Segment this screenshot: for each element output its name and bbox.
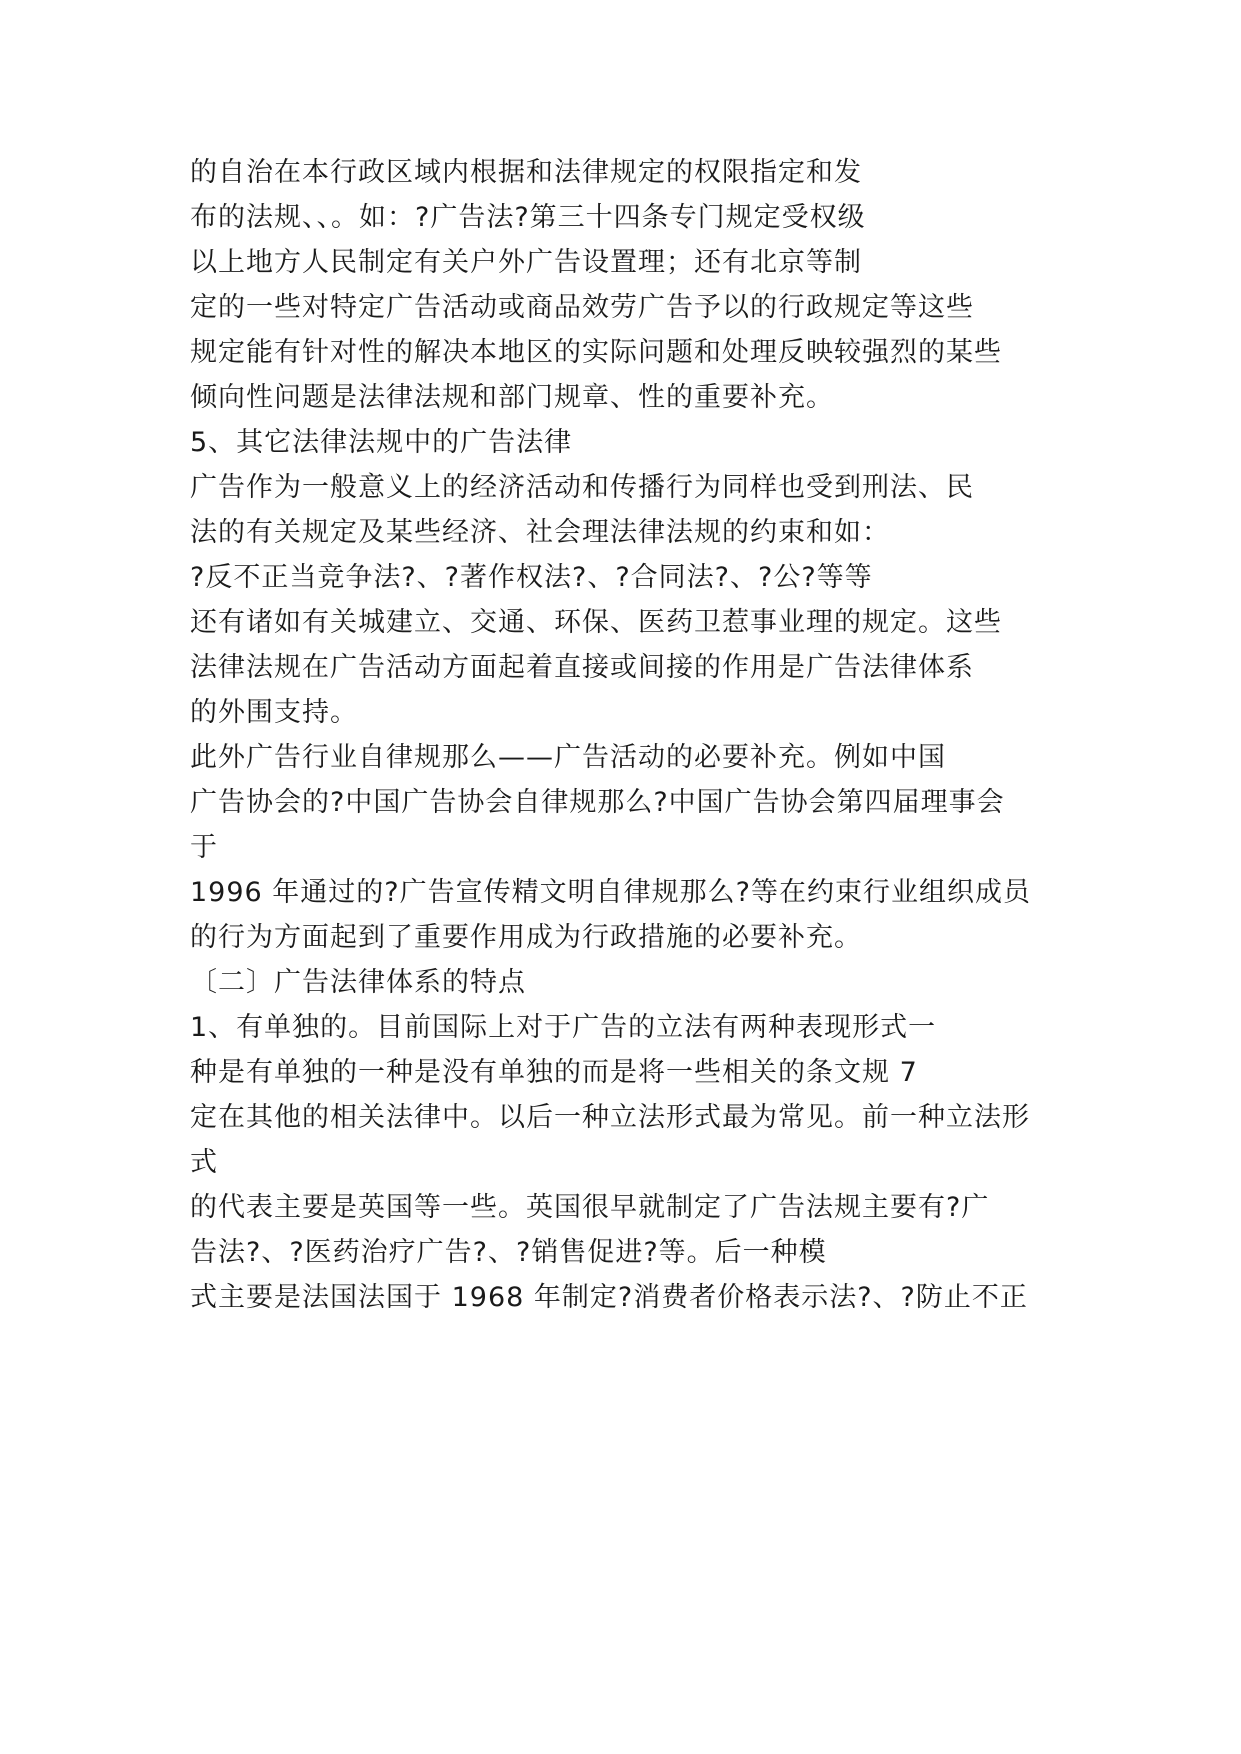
text-line: 法的有关规定及某些经济、社会理法律法规的约束和如： xyxy=(190,517,890,548)
text-line: 布的法规、、。如：?广告法?第三十四条专门规定受权级 xyxy=(190,202,866,233)
text-line: 式 xyxy=(190,1147,218,1178)
text-line: 倾向性问题是法律法规和部门规章、性的重要补充。 xyxy=(190,382,834,413)
text-line: 此外广告行业自律规那么——广告活动的必要补充。例如中国 xyxy=(190,742,946,773)
text-line: 的行为方面起到了重要作用成为行政措施的必要补充。 xyxy=(190,922,862,953)
text-line: 广告作为一般意义上的经济活动和传播行为同样也受到刑法、民 xyxy=(190,472,974,503)
section-heading: 〔二〕广告法律体系的特点 xyxy=(190,967,526,998)
text-line: 于 xyxy=(190,832,218,863)
text-line: 广告协会的?中国广告协会自律规那么?中国广告协会第四届理事会 xyxy=(190,787,1005,818)
text-line: 法律法规在广告活动方面起着直接或间接的作用是广告法律体系 xyxy=(190,652,974,683)
text-line: 的代表主要是英国等一些。英国很早就制定了广告法规主要有?广 xyxy=(190,1192,990,1223)
text-line: 的自治在本行政区域内根据和法律规定的权限指定和发 xyxy=(190,157,862,188)
text-line: 告法?、?医药治疗广告?、?销售促进?等。后一种模 xyxy=(190,1237,827,1268)
text-line: 以上地方人民制定有关户外广告设置理；还有北京等制 xyxy=(190,247,862,278)
text-line: 式主要是法国法国于 1968 年制定?消费者价格表示法?、?防止不正 xyxy=(190,1282,1028,1313)
text-line: ?反不正当竞争法?、?著作权法?、?合同法?、?公?等等 xyxy=(190,562,873,593)
text-line: 还有诸如有关城建立、交通、环保、医药卫惹事业理的规定。这些 xyxy=(190,607,1002,638)
text-line: 的外围支持。 xyxy=(190,697,358,728)
text-line: 1996 年通过的?广告宣传精文明自律规那么?等在约束行业组织成员 xyxy=(190,877,1031,908)
text-line: 种是有单独的一种是没有单独的而是将一些相关的条文规 7 xyxy=(190,1057,918,1088)
text-line: 1、有单独的。目前国际上对于广告的立法有两种表现形式一 xyxy=(190,1012,937,1043)
text-line: 定的一些对特定广告活动或商品效劳广告予以的行政规定等这些 xyxy=(190,292,974,323)
text-line: 定在其他的相关法律中。以后一种立法形式最为常见。前一种立法形 xyxy=(190,1102,1030,1133)
text-line: 规定能有针对性的解决本地区的实际问题和处理反映较强烈的某些 xyxy=(190,337,1002,368)
section-heading: 5、其它法律法规中的广告法律 xyxy=(190,427,573,458)
body-text xyxy=(190,150,1070,1320)
